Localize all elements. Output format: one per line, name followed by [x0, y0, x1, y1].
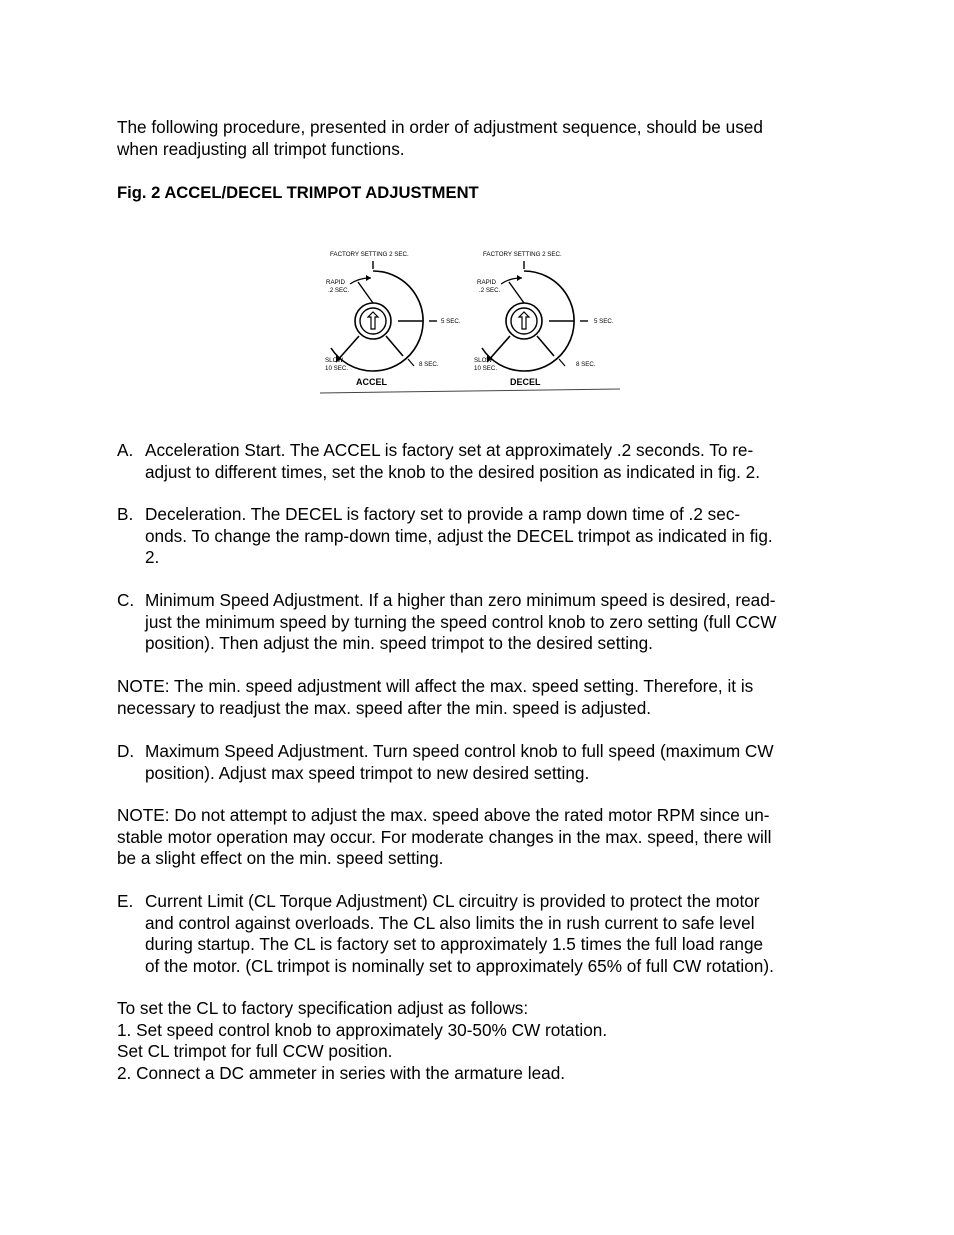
- accel-rapid-value: .2 SEC.: [328, 287, 350, 294]
- cl-procedure: [117, 998, 607, 1084]
- accel-label: ACCEL: [356, 377, 387, 387]
- item-line: adjust to different times, set the knob to the desired position as indicated in fig. 2.: [145, 461, 760, 482]
- decel-dial: [474, 251, 614, 387]
- figure-title: Fig. 2 ACCEL/DECEL TRIMPOT ADJUSTMENT: [117, 183, 479, 202]
- accel-knob-arrow-icon: [368, 312, 378, 329]
- item-body: [145, 590, 776, 655]
- decel-rapid-arrowhead: [517, 275, 522, 281]
- accel-eight-tick: [408, 359, 414, 366]
- decel-slow-label: SLOW: [474, 357, 493, 364]
- item-line: position). Then adjust the min. speed trimpot to the desired setting.: [145, 633, 653, 654]
- intro-line: when readjusting all trimpot functions.: [117, 138, 405, 159]
- accel-rapid-line: [358, 282, 373, 303]
- cl-procedure-line: 1. Set speed control knob to approximately 30-50% CW rotation.: [117, 1019, 608, 1040]
- intro-paragraph: [117, 117, 763, 160]
- item-body: [145, 741, 774, 784]
- decel-rapid-value: .2 SEC.: [479, 287, 501, 294]
- decel-factory-label: FACTORY SETTING 2 SEC.: [483, 251, 562, 258]
- item-letter: C.: [117, 590, 135, 610]
- item-body: [145, 440, 760, 483]
- accel-five-label: 5 SEC.: [441, 318, 461, 325]
- accel-dial: [325, 251, 461, 387]
- item-body: [145, 891, 774, 977]
- item-line: just the minimum speed by turning the speed control knob to zero setting (full CCW: [145, 611, 777, 632]
- item-line: Current Limit (CL Torque Adjustment) CL circuitry is provided to protect the motor: [145, 891, 760, 911]
- note-min-speed: [117, 676, 753, 719]
- note-line: necessary to readjust the max. speed after the min. speed is adjusted.: [117, 697, 652, 718]
- decel-slow-value: 10 SEC.: [474, 365, 498, 372]
- note-max-speed: [117, 805, 771, 870]
- cl-procedure-line: To set the CL to factory specification adjust as follows:: [117, 998, 529, 1018]
- item-line: and control against overloads. The CL also limits the in rush current to safe level: [145, 912, 755, 933]
- cl-procedure-line: Set CL trimpot for full CCW position.: [117, 1041, 393, 1062]
- note-line: NOTE: Do not attempt to adjust the max. speed above the rated motor RPM since un-: [117, 805, 770, 825]
- note-line: stable motor operation may occur. For moderate changes in the max. speed, there will: [117, 826, 772, 847]
- item-line: of the motor. (CL trimpot is nominally set to approximately 65% of full CW rotation).: [145, 955, 774, 976]
- item-body: [145, 504, 773, 569]
- decel-knob-arrow-icon: [519, 312, 529, 329]
- item-line: 2.: [145, 547, 160, 568]
- accel-rapid-label: RAPID: [326, 279, 345, 286]
- item-letter: B.: [117, 504, 134, 524]
- accel-slow-label: SLOW: [325, 357, 344, 364]
- note-line: be a slight effect on the min. speed setting.: [117, 848, 444, 869]
- accel-eight-label: 8 SEC.: [419, 361, 439, 368]
- note-line: NOTE: The min. speed adjustment will affect the max. speed setting. Therefore, it is: [117, 676, 754, 696]
- decel-five-label: 5 SEC.: [594, 318, 614, 325]
- accel-factory-label: FACTORY SETTING 2 SEC.: [330, 251, 409, 258]
- decel-eight-tick: [559, 359, 565, 366]
- figure-baseline: [320, 389, 620, 393]
- item-line: during startup. The CL is factory set to approximately 1.5 times the full load range: [145, 934, 764, 955]
- item-letter: D.: [117, 741, 135, 761]
- decel-eight-line: [537, 336, 554, 356]
- item-line: position). Adjust max speed trimpot to new desired setting.: [145, 762, 590, 783]
- decel-rapid-label: RAPID: [477, 279, 496, 286]
- item-letter: A.: [117, 440, 134, 460]
- trimpot-diagram: [314, 244, 626, 396]
- item-line: Minimum Speed Adjustment. If a higher than zero minimum speed is desired, read-: [145, 590, 776, 610]
- decel-label: DECEL: [510, 377, 541, 387]
- cl-procedure-line: 2. Connect a DC ammeter in series with the armature lead.: [117, 1062, 566, 1083]
- decel-rapid-line: [509, 282, 524, 303]
- intro-line: The following procedure, presented in order of adjustment sequence, should be used: [117, 117, 763, 137]
- item-line: Acceleration Start. The ACCEL is factory set at approximately .2 seconds. To re-: [145, 440, 754, 460]
- decel-eight-label: 8 SEC.: [576, 361, 596, 368]
- item-line: onds. To change the ramp-down time, adjust the DECEL trimpot as indicated in fig.: [145, 525, 773, 546]
- trimpot-diagram-svg: [314, 244, 626, 396]
- item-line: Maximum Speed Adjustment. Turn speed control knob to full speed (maximum CW: [145, 741, 774, 761]
- accel-eight-line: [386, 336, 403, 356]
- item-letter: E.: [117, 891, 134, 911]
- accel-slow-value: 10 SEC.: [325, 365, 349, 372]
- accel-rapid-arrowhead: [366, 275, 371, 281]
- item-line: Deceleration. The DECEL is factory set to provide a ramp down time of .2 sec-: [145, 504, 741, 524]
